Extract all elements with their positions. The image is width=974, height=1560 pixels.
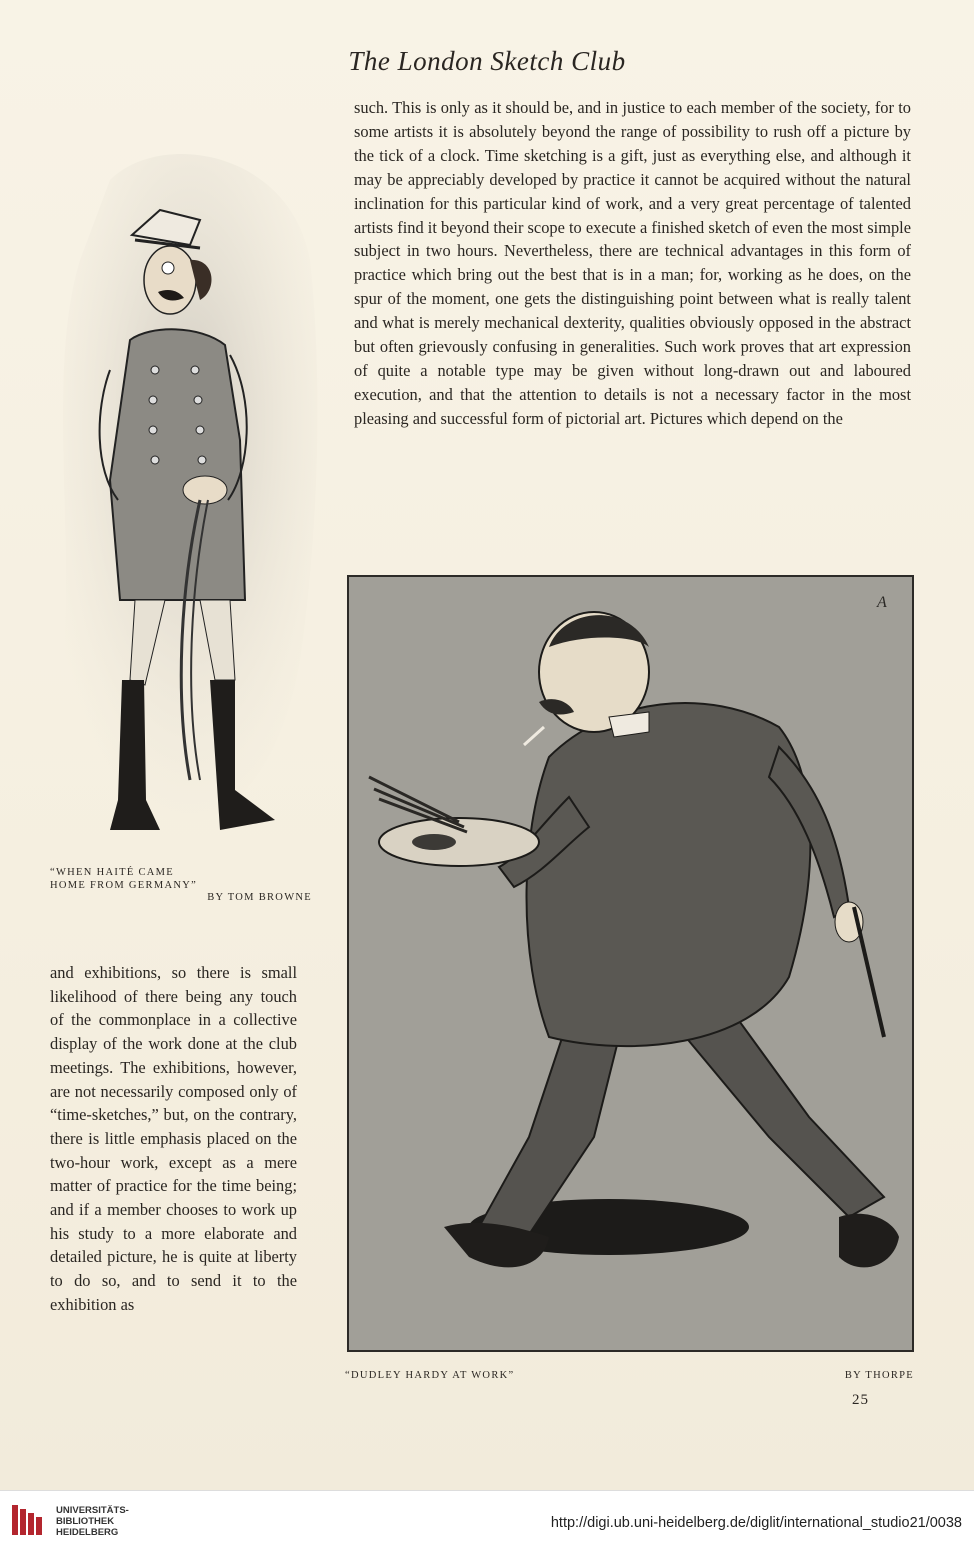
running-title: The London Sketch Club bbox=[348, 46, 626, 76]
svg-text:A: A bbox=[877, 594, 887, 611]
library-name[interactable] bbox=[56, 1505, 129, 1538]
caption-line-1: “WHEN HAITÉ CAME bbox=[50, 867, 175, 878]
right-figure-caption-title: “DUDLEY HARDY AT WORK” bbox=[345, 1370, 515, 1381]
left-text-column bbox=[50, 961, 297, 1317]
dudley-hardy-plate bbox=[347, 575, 914, 1352]
library-name-line-2: BIBLIOTHEK bbox=[56, 1516, 115, 1527]
caption-line-2: HOME FROM GERMANY” bbox=[50, 879, 198, 891]
caption-credit: BY TOM BROWNE bbox=[207, 892, 312, 903]
viewer-footer bbox=[0, 1490, 974, 1560]
library-name-line-1: UNIVERSITÄTS- bbox=[56, 1505, 129, 1516]
painter-illustration bbox=[349, 577, 912, 1350]
body-paragraph-left: and exhibitions, so there is small likelihood of there being any touch of the commonplace in a collective display of the work done at the club meetings. The exhibitions, however, are not necessarily composed only of “time-sketches,” but, on the contrary, there is little emphasis placed on the two-hour work, except as a mere matter of practice for the time being; and if a member chooses to work up his study to a more elaborate and detailed picture, he is quite at liberty to do so, and to send it to the exhibition as bbox=[50, 963, 297, 1314]
right-text-column bbox=[354, 96, 911, 431]
body-paragraph: such. This is only as it should be, and in justice to each member of the society, for to some artists it is absolutely beyond the range of possibility to rush off a picture by the tick of a clock. Time sketching is a gift, just as everything else, and although it may be appreciably developed by practice it cannot be acquired without the natural inclination for this particular kind of work, and a very great percentage of talented artists find it beyond their scope to execute a finished sketch of even the most simple subject in two hours. Nevertheless, there are technical advantages in this form of practice which bring out the best that is in a man; for, working as he does, on the spur of the moment, one gets the distinguishing point between what is really talent and what is merely mechanical dexterity, qualities obviously opposed in the abstract but often grievously confusing in generalities. Such work proves that art expression of quite a notable type may be given without long-drawn out and laboured execution, and that the attention to details is not a necessary factor in the most pleasing and successful form of pictorial art. Pictures which depend on the bbox=[354, 98, 911, 428]
right-figure-caption-credit: BY THORPE bbox=[844, 1370, 914, 1381]
university-library-logo-icon[interactable] bbox=[10, 1501, 48, 1539]
left-figure-caption bbox=[50, 867, 312, 905]
permalink-url[interactable]: http://digi.ub.uni-heidelberg.de/diglit/international_studio21/0038 bbox=[550, 1515, 962, 1531]
soldier-illustration bbox=[40, 140, 320, 860]
page-number: 25 bbox=[852, 1392, 869, 1408]
library-name-line-3: HEIDELBERG bbox=[56, 1527, 119, 1538]
